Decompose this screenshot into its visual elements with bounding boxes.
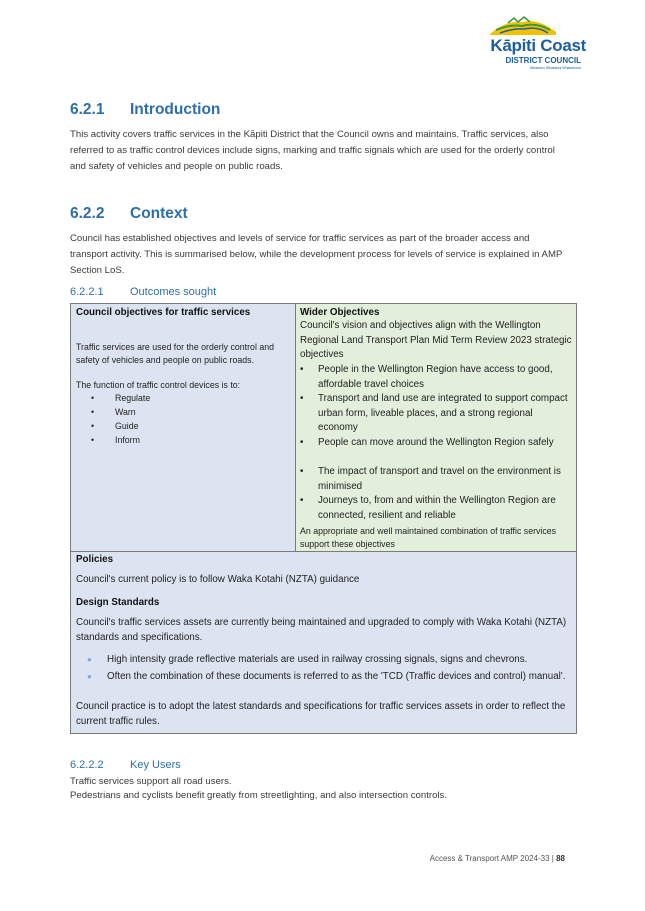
section-heading-introduction xyxy=(70,101,220,119)
key-users-line-2: Pedestrians and cyclists benefit greatly from streetlighting, and also intersection controls. xyxy=(70,790,448,801)
section-title: Context xyxy=(130,205,188,222)
logo-tagline: Whakairo Whakanui Whakahono xyxy=(530,66,581,70)
council-objectives-heading: Council objectives for traffic services xyxy=(76,307,251,318)
section-heading-context xyxy=(70,205,188,223)
page-number: 88 xyxy=(556,854,565,863)
context-body: Council has established objectives and levels of service for traffic services as part of the broader access and transport activity. This is summarised below, while the development process for levels of service is explained in AMP Section LoS. xyxy=(70,233,563,276)
page-footer xyxy=(380,854,565,863)
footer-doc-title: Access & Transport AMP 2024-33 xyxy=(429,854,550,863)
functions-intro: The function of traffic control devices is to: xyxy=(76,380,241,390)
subsection-title: Key Users xyxy=(130,759,181,771)
wider-objectives-cell: Wider Objectives Council's vision and objectives align with the Wellington Regional Land Transport Plan Mid Term Review 2023 strategic objectives • People in the Wellington Region have access to good, affordable travel choices • Transport and land use are integrated to support compact urban form, liveable places, and a strong regional economy • People can move around the Wellington Region safely • The impact of transport and travel on the environment is minimised • Journeys to, from and within the Wellington Region are connected, resilient and reliable An appropriate and well maintained combination of traffic services support these objectives xyxy=(296,304,576,551)
council-objectives-text: Traffic services are used for the orderly control and safety of vehicles and people on public roads. xyxy=(76,342,275,365)
logo-mountain-icon xyxy=(488,14,558,36)
key-users-line-1: Traffic services support all road users. xyxy=(70,776,232,787)
policies-standards-cell: Policies Council's current policy is to follow Waka Kotahi (NZTA) guidance Design Standards Council's traffic services assets are currently being maintained and upgraded to comply with Waka Kotahi (NZTA) standards and specifications. ● High intensity grade reflective materials are used in railway crossing signals, signs and chevrons. ● Often the combination of these documents is referred to as the 'TCD (Traffic devices and control) manual'. Council practice is to adopt the latest standards and specifications for traffic services assets in order to reflect the current traffic rules. xyxy=(71,551,576,733)
policies-heading: Policies xyxy=(76,554,114,565)
design-standards-closing: Council practice is to adopt the latest standards and specifications for traffic services assets in order to reflect the current traffic rules. xyxy=(76,701,566,727)
section-title: Introduction xyxy=(130,101,221,118)
subsection-number: 6.2.2.1 xyxy=(70,286,104,298)
council-logo xyxy=(466,14,586,72)
wider-objectives-intro: Council's vision and objectives align with the Wellington Regional Land Transport Plan Mid Term Review 2023 strategic objectives xyxy=(300,320,572,360)
design-standards-heading: Design Standards xyxy=(76,597,160,608)
wider-objectives-heading: Wider Objectives xyxy=(300,307,380,318)
policies-text: Council's current policy is to follow Waka Kotahi (NZTA) guidance xyxy=(76,574,360,585)
footer-separator: | xyxy=(551,854,554,863)
subsection-number: 6.2.2.2 xyxy=(70,759,104,771)
wider-objectives-closing: An appropriate and well maintained combination of traffic services support these objectives xyxy=(300,526,557,549)
introduction-body: This activity covers traffic services in the Kāpiti District that the Council owns and maintains. Traffic services, also referred to as traffic control devices include signs, marking and traffic signals which are used for the orderly control and safety of vehicles and people on public roads. xyxy=(70,129,555,172)
subsection-heading-key-users xyxy=(70,759,181,771)
subsection-title: Outcomes sought xyxy=(130,286,217,298)
subsection-heading-outcomes xyxy=(70,286,216,298)
section-number: 6.2.1 xyxy=(70,101,105,118)
outcomes-table xyxy=(70,303,577,734)
logo-name: Kāpiti Coast xyxy=(490,36,586,55)
design-standards-text: Council's traffic services assets are currently being maintained and upgraded to comply with Waka Kotahi (NZTA) standards and specifications. xyxy=(76,617,567,643)
council-objectives-cell: Council objectives for traffic services Traffic services are used for the orderly control and safety of vehicles and people on public roads. The function of traffic control devices is to: • Regulate • Warn • Guide • Inform xyxy=(71,304,296,551)
logo-council: DISTRICT COUNCIL xyxy=(505,56,581,65)
section-number: 6.2.2 xyxy=(70,205,105,222)
